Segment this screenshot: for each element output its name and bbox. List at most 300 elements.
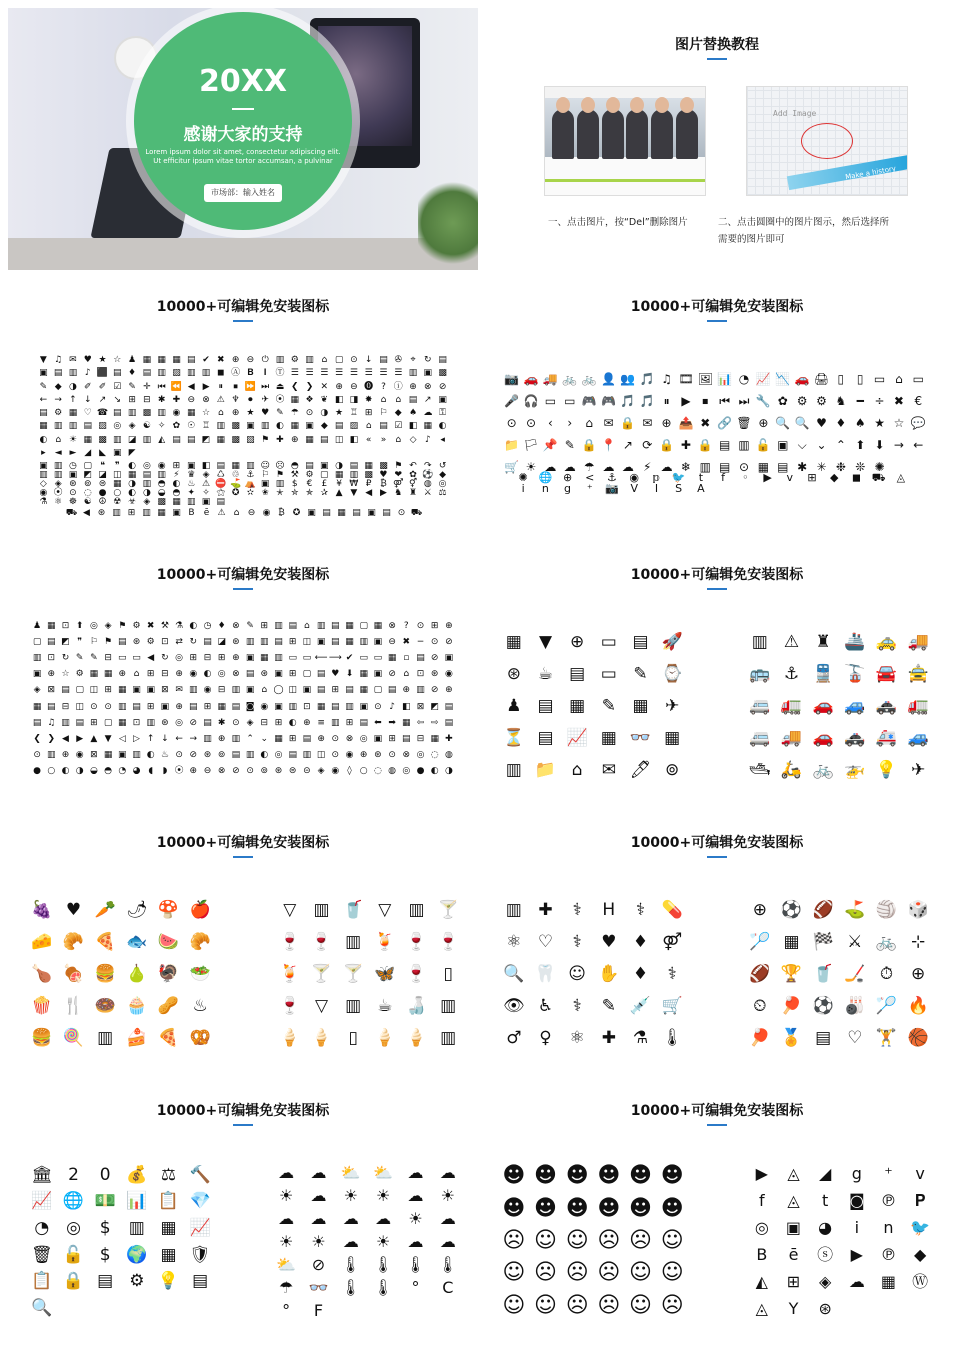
finance-icons-icon: ◔ — [34, 1218, 50, 1239]
tech-icons-icon: ━ — [856, 394, 864, 408]
mixed-icons-a-icon: ✉ — [69, 355, 77, 366]
sport-icons-icon: 🎲 — [907, 899, 929, 920]
small-icons-icon: ◀ — [147, 652, 155, 663]
mixed-icons-a-icon: 𝐈 — [263, 368, 267, 379]
icon-grid — [270, 1162, 464, 1322]
small-icons-icon: ⊗ — [402, 750, 411, 761]
transport-icons-icon: 🚘 — [875, 663, 898, 684]
mixed-icons-a-icon: ↗ — [98, 394, 107, 405]
mixed-icons-a-icon: ▧ — [246, 434, 255, 445]
brand-icons-icon: ℗ — [880, 1190, 897, 1210]
sport-icons-icon: ⚔ — [847, 931, 863, 952]
small-icons-icon: ⊞ — [331, 685, 340, 696]
weather-icons-icon: ☀ — [440, 1186, 455, 1206]
mixed-icons-a-icon: ⏹ — [233, 381, 238, 392]
food-icons-icon: ♥ — [65, 899, 82, 920]
tech-icons-icon: ▭ — [912, 372, 924, 386]
transport-icons-icon: 🚡 — [844, 663, 866, 684]
mixed-icons-b-icon: ▢ — [320, 470, 329, 480]
small-icons-icon: ⊡ — [61, 620, 70, 631]
small-icons-icon: ❮ — [33, 733, 41, 744]
drink-icons-icon: ▯ — [348, 1027, 358, 1048]
mixed-icons-b-icon: ₩ — [349, 479, 359, 489]
mixed-icons-c-icon: ⊙ — [397, 507, 406, 518]
finance-icons-icon: 🔓 — [62, 1244, 85, 1265]
small-icons-icon: ❞ — [77, 636, 83, 647]
mixed-icons-a-icon: ☰ — [320, 368, 329, 379]
emoji-icons-icon: ☺ — [565, 1227, 589, 1253]
finance-icons-icon: ⚖ — [160, 1164, 177, 1185]
mixed-icons-a-icon: ☰ — [379, 368, 388, 379]
mixed-icons-b-icon: ◎ — [438, 479, 447, 489]
small-icons-icon: ⊠ — [161, 685, 169, 696]
social-icons-icon: t — [698, 471, 704, 484]
drink-icons-icon: 🍷 — [405, 963, 428, 984]
office-icons-icon: ✎ — [633, 663, 648, 684]
small-icons-icon: ▥ — [32, 652, 42, 663]
mixed-icons-a-icon: ⊟ — [143, 394, 151, 405]
social-icons-icon: ◉ — [629, 471, 640, 484]
small-icons-icon: ⌃ — [246, 733, 254, 744]
mixed-icons-a-icon: ▥ — [53, 421, 63, 432]
office-icons-icon: ▦ — [600, 727, 617, 748]
emoji-icons-icon: ☻ — [534, 1163, 557, 1189]
transport-icons-icon: 🚢 — [844, 631, 866, 652]
small-icons-icon: ▣ — [32, 669, 42, 680]
mixed-icons-c-icon: B — [188, 507, 195, 518]
slide-title: 10000+可编辑免安装图标 — [156, 835, 330, 851]
tech-icons-icon: ⌂ — [585, 416, 593, 430]
finance-icons-icon: 🛡 — [189, 1244, 211, 1265]
food-icons-icon: 🍭 — [62, 1027, 85, 1048]
mixed-icons-b-icon: ◩ — [83, 470, 92, 480]
mixed-icons-a-icon: ▣ — [423, 368, 433, 379]
small-icons-icon: ⊕ — [445, 620, 453, 631]
office-icons-icon: ✎ — [601, 695, 616, 716]
tech-icons-icon: 🔒 — [697, 438, 713, 452]
tech-icons-icon: 📈 — [755, 372, 771, 386]
emoji-icons-icon: ☺ — [502, 1292, 526, 1318]
transport-icons-icon: ♜ — [815, 631, 831, 652]
sport-icons-icon: 🏸 — [749, 931, 771, 952]
medical-icons-icon: ⚤ — [662, 931, 683, 952]
tech-icons-icon: 📷 — [504, 372, 520, 386]
tech-icons-icon: 🔒 — [659, 438, 675, 452]
small-icons-icon: ◐ — [430, 766, 439, 777]
finance-icons-icon: 📋 — [157, 1191, 180, 1212]
small-icons-icon: ✎ — [75, 652, 84, 663]
small-icons-icon: ⚙ — [132, 620, 141, 631]
small-icons-icon: ◎ — [274, 750, 283, 761]
emoji-icons-icon: ☹ — [565, 1260, 589, 1286]
mixed-icons-a-icon: ⏸ — [218, 381, 224, 392]
small-icons-icon: ◐ — [203, 669, 212, 680]
finance-icons-icon: 💰 — [126, 1164, 148, 1185]
small-icons-icon: − — [416, 636, 425, 647]
transport-icons-icon: 🚙 — [844, 695, 866, 716]
mixed-icons-b-icon: ♜ — [408, 488, 418, 498]
mixed-icons-c-icon: ▥ — [112, 507, 121, 518]
drink-icons-icon: ▽ — [378, 899, 392, 920]
medical-icons-icon: ▥ — [505, 899, 522, 920]
tutorial-title: 图片替换教程 — [675, 37, 759, 53]
mixed-icons-b-icon: ♲ — [231, 470, 240, 480]
transport-icons-icon: 🚓 — [875, 695, 898, 716]
mixed-icons-a-icon: ⊕ — [231, 408, 240, 419]
social-icons-icon: ⊞ — [807, 471, 817, 484]
drink-icons-icon: 🍷 — [310, 931, 333, 952]
small-icons-icon: ⊡ — [47, 652, 56, 663]
small-icons-icon: ⊕ — [217, 733, 226, 744]
office-icons-icon: ⏳ — [503, 727, 525, 748]
mixed-icons-a-icon: ◄ — [54, 447, 62, 458]
mixed-icons-b-icon: ◐ — [172, 479, 181, 489]
mixed-icons-a-icon: ⊕ — [335, 381, 343, 392]
brand-icons-icon: i — [854, 1217, 860, 1237]
mixed-icons-b-icon: ▥ — [275, 479, 285, 489]
food-icons-icon: 🐟 — [126, 931, 148, 952]
mixed-icons-a-icon: ▤ — [320, 434, 329, 445]
title-underline — [707, 320, 727, 322]
mixed-icons-a-icon: ▨ — [98, 421, 107, 432]
food-icons-icon: 🍗 — [31, 963, 53, 984]
small-icons-icon: ⊕ — [317, 733, 325, 744]
drink-icons-icon: 🍹 — [279, 963, 301, 984]
medical-icons-icon: ✋ — [598, 963, 620, 984]
small-icons-icon: ♪ — [389, 701, 395, 712]
brand-icons-icon: ⊞ — [786, 1271, 801, 1291]
drink-icons-icon: 🥤 — [342, 899, 364, 920]
transport-icons-icon: ✈ — [911, 759, 926, 780]
mixed-icons-a-icon: ⊞ — [364, 408, 373, 419]
food-icons-icon: 🦃 — [157, 963, 180, 984]
brand-icons-icon: ⁺ — [884, 1163, 893, 1183]
social-icons-icon: A — [697, 482, 705, 495]
mixed-icons-c-icon: ⊞ — [127, 507, 136, 518]
small-icons-icon: ◍ — [388, 766, 397, 777]
mixed-icons-a-icon: ◂ — [440, 434, 445, 445]
small-icons-icon: ▥ — [260, 636, 269, 647]
mixed-icons-b-icon: ◈ — [54, 479, 62, 489]
transport-icons-icon: 🚖 — [907, 663, 929, 684]
small-icons-icon: ⊞ — [288, 733, 297, 744]
mixed-icons-b-icon: ❞ — [114, 461, 120, 471]
small-icons-icon: ◈ — [246, 717, 254, 728]
tech-icons-icon: 📤 — [678, 416, 694, 430]
sport-icons-icon: 🏁 — [812, 931, 834, 952]
tech-icons-icon: 🔍 — [775, 416, 791, 430]
mixed-icons-b-icon: ⚛ — [54, 497, 63, 507]
medical-icons-icon: ☺ — [568, 963, 587, 984]
mixed-icons-b-icon: ▦ — [364, 461, 373, 471]
small-icons-icon: ◍ — [444, 750, 453, 761]
mixed-icons-a-icon: ✱ — [157, 394, 166, 405]
mixed-icons-a-icon: ▥ — [68, 368, 78, 379]
mixed-icons-b-icon: ⊚ — [83, 479, 92, 489]
small-icons-icon: ▤ — [203, 717, 212, 728]
small-icons-icon: ✖ — [146, 620, 155, 631]
mixed-icons-a-icon: ▦ — [68, 408, 78, 419]
emoji-icons-icon: ☺ — [629, 1260, 652, 1286]
small-icons-icon: ⊙ — [104, 701, 112, 712]
small-icons-icon: ▥ — [359, 636, 368, 647]
small-icons-icon: ⊗ — [232, 669, 240, 680]
office-icons-icon: ▭ — [600, 631, 617, 652]
emoji-icons-icon: ☹ — [534, 1260, 557, 1286]
small-icons-icon: ▥ — [132, 750, 141, 761]
weather-icons-icon: ☁ — [439, 1209, 456, 1229]
mixed-icons-b-icon: ☣ — [128, 497, 137, 507]
small-icons-icon: ▥ — [245, 750, 255, 761]
tutorial-image-people[interactable] — [544, 86, 706, 196]
small-icons-icon: ⊙ — [246, 766, 254, 777]
mixed-icons-a-icon: ✈ — [261, 394, 269, 405]
small-icons-icon: ✔ — [345, 652, 354, 663]
tech-icons-icon: ⬆ — [855, 438, 866, 452]
sport-icons-icon: 🏐 — [875, 899, 898, 920]
mixed-icons-a-icon: ✐ — [98, 381, 107, 392]
tech-icons-icon: ❄ — [680, 460, 691, 474]
mixed-icons-a-icon: ☎ — [96, 408, 109, 419]
mixed-icons-b-icon: ⛔ — [215, 479, 227, 489]
mixed-icons-a-icon: ★ — [98, 355, 107, 366]
small-icons-icon: ⇨ — [430, 717, 439, 728]
small-icons-icon: ▦ — [260, 652, 269, 663]
mixed-icons-b-icon: ⊙ — [69, 488, 77, 498]
medical-icons-icon: 💉 — [629, 995, 652, 1016]
tech-icons-icon: ☂ — [583, 460, 595, 474]
mixed-icons-a-icon: ◪ — [127, 434, 137, 445]
food-icons-icon: 🍎 — [189, 899, 211, 920]
mixed-icons-b-icon: ☮ — [98, 497, 107, 507]
small-icons-icon: ▭ — [118, 652, 127, 663]
slide-title: 10000+可编辑免安装图标 — [156, 567, 330, 583]
mixed-icons-b-icon: ✧ — [202, 488, 210, 498]
office-icons-icon: 📈 — [566, 727, 588, 748]
mixed-icons-b-icon: ▥ — [186, 497, 196, 507]
food-icons-icon: 🥜 — [157, 995, 180, 1016]
emoji-icons-icon: ☺ — [534, 1292, 557, 1318]
mixed-icons-b-icon: ⚝ — [216, 488, 226, 498]
small-icons-icon: ▥ — [288, 701, 297, 712]
small-icons-icon: ⊞ — [260, 620, 269, 631]
food-icons-icon: 🍕 — [94, 931, 116, 952]
small-icons-icon: ⚗ — [175, 620, 184, 631]
transport-icons-icon: 🚑 — [875, 727, 898, 748]
tech-icons-icon: ⊕ — [661, 416, 672, 430]
food-icons-icon: 🍔 — [31, 1027, 53, 1048]
sport-icons-icon: 🏅 — [780, 1027, 803, 1048]
brand-icons-icon: ◕ — [818, 1217, 833, 1237]
tech-icons-icon: ▤ — [719, 438, 731, 452]
mixed-icons-a-icon: ⊕ — [409, 381, 417, 392]
finance-icons-icon: 🔍 — [31, 1298, 53, 1319]
brand-icons-icon: ◭ — [755, 1271, 768, 1291]
mixed-icons-c-icon: ▤ — [352, 507, 361, 518]
icon-grid — [36, 354, 450, 460]
mixed-icons-a-icon: ▦ — [423, 421, 433, 432]
tech-icons-icon: ☁ — [602, 460, 615, 474]
mixed-icons-a-icon: ▤ — [172, 434, 181, 445]
small-icons-icon: ◈ — [33, 685, 41, 696]
mixed-icons-c-icon: ▦ — [337, 507, 346, 518]
tech-icons-icon: € — [914, 394, 923, 408]
mixed-icons-a-icon: ▤ — [334, 421, 344, 432]
brand-icons-icon: 𝐏 — [914, 1190, 926, 1210]
small-icons-icon: ◈ — [317, 766, 325, 777]
mixed-icons-a-icon: ♦ — [128, 368, 137, 379]
mixed-icons-b-icon: ◀ — [365, 488, 373, 498]
small-icons-icon: ⌂ — [133, 669, 140, 680]
mixed-icons-a-icon: ▦ — [157, 355, 166, 366]
tech-icons-icon: 🖨 — [813, 372, 830, 386]
brand-icons-icon: ▶ — [755, 1163, 768, 1183]
small-icons-icon: ◉ — [189, 669, 198, 680]
small-icons-icon: ◐ — [260, 750, 269, 761]
tutorial-slide — [482, 8, 952, 270]
mixed-icons-a-icon: ◧ — [334, 394, 344, 405]
mixed-icons-b-icon: ▥ — [157, 470, 166, 480]
mixed-icons-a-icon: ✐ — [83, 381, 92, 392]
mixed-icons-a-icon: ▥ — [157, 368, 166, 379]
mixed-icons-b-icon: ▣ — [201, 497, 211, 507]
small-icons-icon: ⊕ — [303, 717, 311, 728]
mixed-icons-a-icon: ▥ — [127, 408, 137, 419]
small-icons-icon: ⊙ — [232, 717, 240, 728]
mixed-icons-a-icon: ✖ — [217, 355, 225, 366]
mixed-icons-b-icon: ✭ — [276, 488, 284, 498]
tech-icons-icon: 🎤 — [504, 394, 520, 408]
mixed-icons-a-icon: ♖ — [349, 408, 358, 419]
mixed-icons-c-icon: ⛟ — [65, 507, 78, 518]
mixed-icons-a-icon: ⬛ — [96, 368, 109, 379]
small-icons-icon: ⊞ — [388, 733, 396, 744]
food-icons-icon: 🥗 — [189, 963, 211, 984]
drink-icons-icon: 🍸 — [437, 899, 459, 920]
mixed-icons-a-icon: ▤ — [53, 368, 63, 379]
mixed-icons-a-icon: ▤ — [186, 434, 196, 445]
food-icons-icon: 🥐 — [189, 931, 211, 952]
small-icons-icon: ▷ — [133, 733, 140, 744]
small-icons-icon: ⊞ — [189, 652, 198, 663]
small-icons-icon: ⊘ — [189, 717, 198, 728]
tech-icons-icon: 📉 — [775, 372, 791, 386]
mixed-icons-a-icon: ✸ — [364, 394, 373, 405]
icon-slide-2 — [482, 284, 952, 546]
food-icons-icon: 🍴 — [62, 995, 85, 1016]
mixed-icons-b-icon: $ — [291, 479, 298, 489]
mixed-icons-b-icon: ♺ — [216, 470, 225, 480]
small-icons-icon: ▥ — [203, 733, 212, 744]
drink-icons-icon: ▥ — [408, 899, 425, 920]
mixed-icons-a-icon: ▦ — [39, 421, 48, 432]
mixed-icons-b-icon: ▩ — [364, 470, 373, 480]
icon-grid — [274, 894, 464, 1054]
small-icons-icon: ⊕ — [189, 766, 198, 777]
mixed-icons-b-icon: ⚗ — [39, 497, 48, 507]
mixed-icons-a-icon: ⚑ — [261, 434, 270, 445]
mixed-icons-c-icon: ▣ — [367, 507, 376, 518]
small-icons-icon: ◌ — [373, 766, 382, 777]
mixed-icons-a-icon: ⏮ — [157, 381, 166, 392]
small-icons-icon: ➡ — [388, 717, 396, 728]
sport-icons-icon: 🏸 — [875, 995, 898, 1016]
small-icons-icon: ⊘ — [430, 652, 439, 663]
weather-icons-icon: ° — [282, 1300, 291, 1320]
small-icons-icon: ▤ — [331, 620, 340, 631]
small-icons-icon: ▤ — [444, 717, 454, 728]
mixed-icons-a-icon: ⊗ — [424, 381, 432, 392]
drink-icons-icon: ▥ — [313, 899, 330, 920]
sport-icons-icon: 🏒 — [844, 963, 866, 984]
mixed-icons-c-icon: ₿ — [278, 507, 285, 518]
tech-icons-icon: ⚙ — [816, 394, 827, 408]
tech-icons-icon: ☁ — [660, 460, 673, 474]
mixed-icons-b-icon: ▦ — [113, 479, 122, 489]
small-icons-icon: ▦ — [274, 733, 283, 744]
social-icons-icon: < — [585, 471, 595, 484]
tech-icons-icon: 🔗 — [717, 416, 733, 430]
transport-icons-icon: 🚐 — [749, 727, 771, 748]
small-icons-icon: ⚒ — [160, 620, 169, 631]
social-icons-icon: S — [675, 482, 683, 495]
sport-icons-icon: 🏋 — [875, 1027, 898, 1048]
tech-icons-icon: ♦ — [835, 416, 847, 430]
social-icons-icon: 𝕡 — [652, 471, 661, 484]
small-icons-icon: ▤ — [331, 701, 340, 712]
tech-icons-icon: ▭ — [873, 372, 886, 386]
small-icons-icon: ✉ — [175, 685, 183, 696]
mixed-icons-a-icon: ✚ — [276, 434, 284, 445]
mixed-icons-c-icon: ▤ — [322, 507, 331, 518]
office-icons-icon: ✉ — [601, 759, 616, 780]
mixed-icons-a-icon: ? — [381, 381, 386, 392]
weather-icons-icon: ☁ — [342, 1231, 359, 1251]
tech-icons-icon: 🚲 — [562, 372, 578, 386]
icon-grid — [64, 506, 424, 520]
mixed-icons-b-icon: ☸ — [68, 497, 77, 507]
brand-icons-icon: Y — [788, 1298, 799, 1318]
tech-icons-icon: ⏹ — [702, 394, 709, 408]
sport-icons-icon: 🚲 — [875, 931, 898, 952]
small-icons-icon: ↻ — [161, 652, 169, 663]
small-icons-icon: ⊛ — [374, 750, 382, 761]
weather-icons-icon: ☁ — [310, 1163, 327, 1183]
mixed-icons-a-icon: ☁ — [423, 408, 433, 419]
mixed-icons-a-icon: ▤ — [379, 421, 388, 432]
small-icons-icon: ⊞ — [288, 636, 297, 647]
mixed-icons-a-icon: ⏺ — [248, 394, 253, 405]
picture-icon-circle[interactable] — [801, 123, 853, 159]
mixed-icons-b-icon: ☺ — [260, 461, 270, 471]
presenter-name-button[interactable]: 市场部：输入姓名 — [204, 184, 282, 202]
mixed-icons-b-icon: ♨ — [187, 479, 196, 489]
small-icons-icon: ◒ — [89, 766, 98, 777]
medical-icons-icon: ♦ — [632, 963, 649, 984]
medical-icons-icon: ♿ — [537, 995, 554, 1016]
social-icons-icon: ◆ — [829, 471, 839, 484]
emoji-icons-icon: ☺ — [502, 1260, 526, 1286]
tutorial-image-placeholder[interactable] — [746, 86, 908, 196]
small-icons-icon: ▤ — [387, 685, 397, 696]
small-icons-icon: ⬅ — [374, 717, 382, 728]
food-icons-icon: 🧁 — [126, 995, 148, 1016]
emoji-icons-icon: ☻ — [502, 1195, 526, 1221]
emoji-icons-icon: ☻ — [629, 1163, 652, 1189]
mixed-icons-b-icon: ▥ — [349, 470, 359, 480]
mixed-icons-b-icon: ✯ — [305, 488, 314, 498]
small-icons-icon: ✎ — [246, 620, 254, 631]
